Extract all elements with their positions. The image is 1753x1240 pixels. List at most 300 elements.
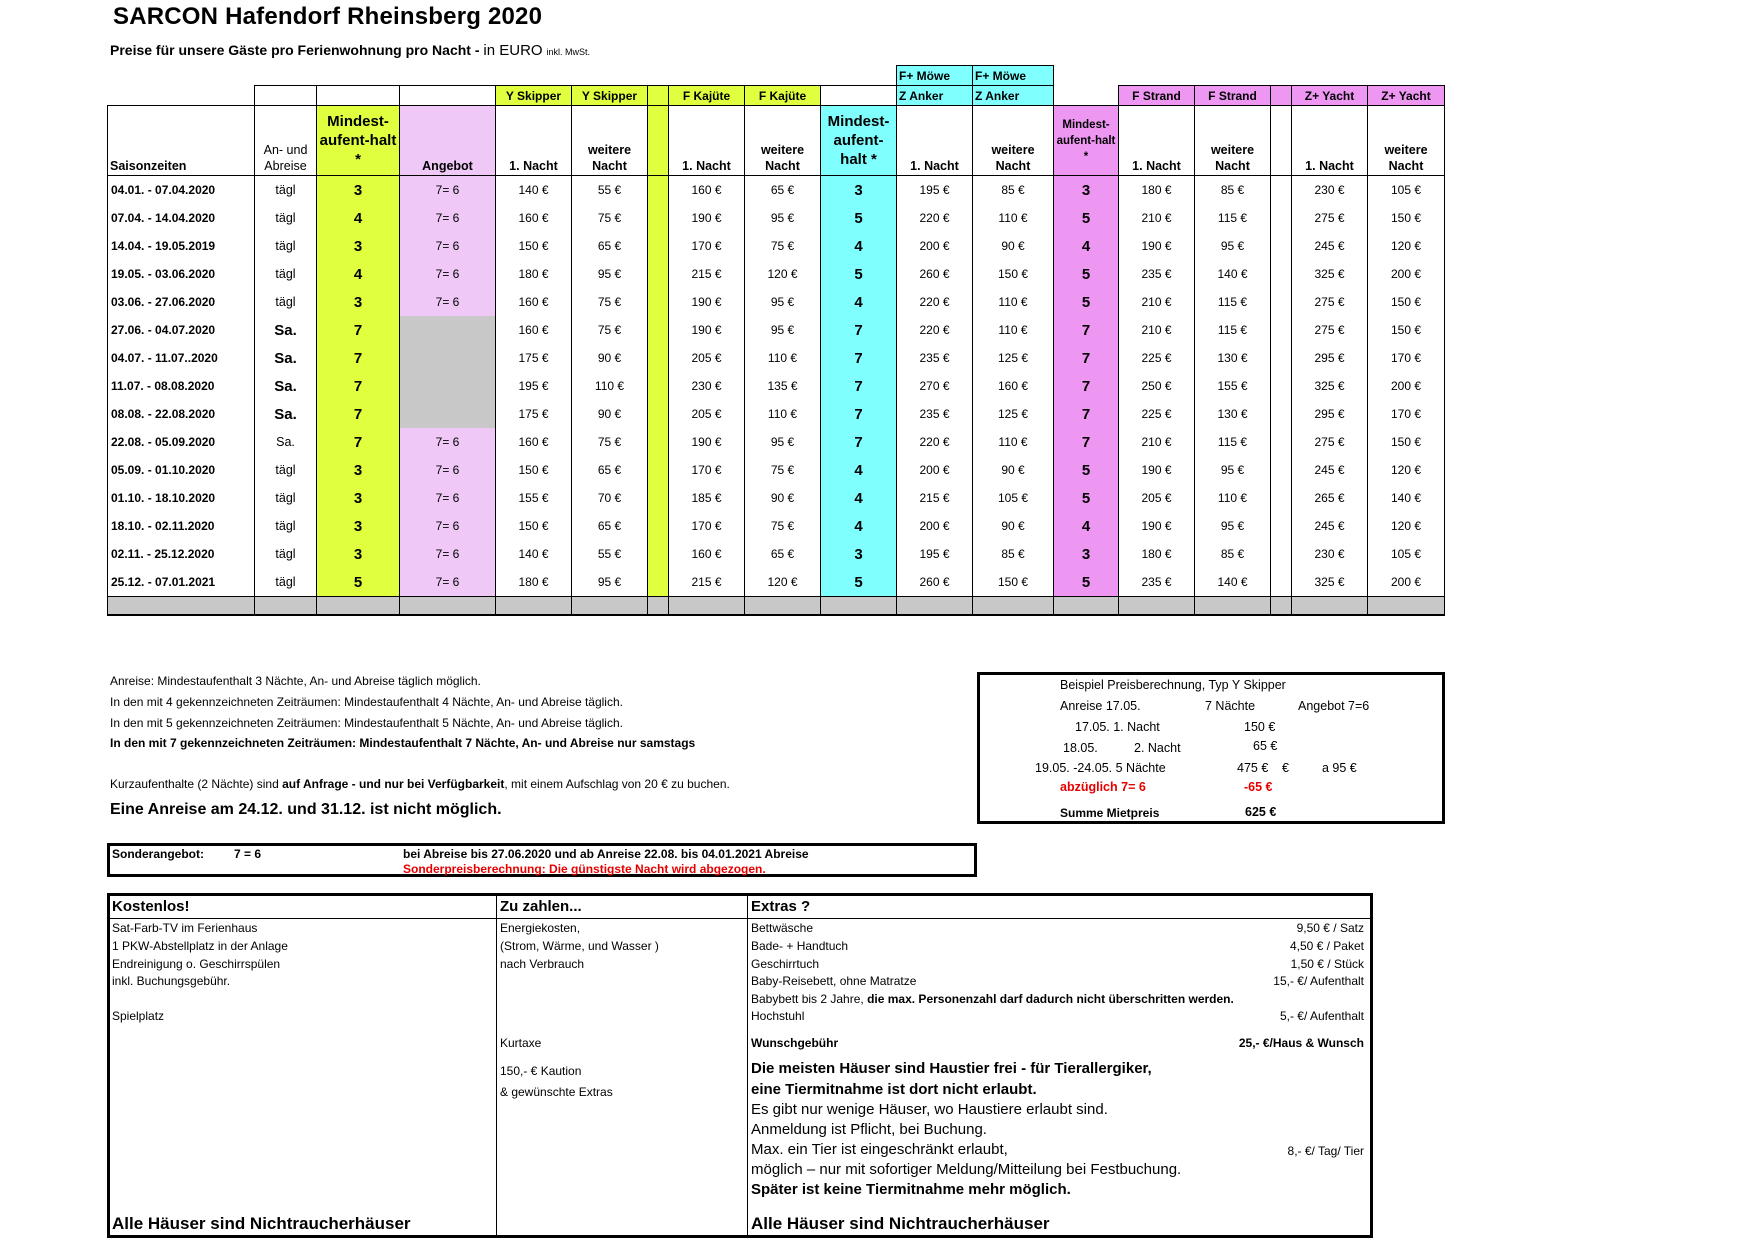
- example-rest-unit: €: [1282, 761, 1289, 775]
- min-stay-m-cell: 4: [1054, 232, 1119, 260]
- subtitle-main: Preise für unsere Gäste pro Ferienwohnung pro Nacht -: [110, 42, 480, 58]
- header-saison: Saisonzeiten: [108, 106, 255, 176]
- season-cell: 14.04. - 19.05.2019: [108, 232, 255, 260]
- pay-item: nach Verbrauch: [500, 957, 585, 971]
- extra-item-price: 4,50 € / Paket: [1289, 939, 1364, 953]
- header-m-first: 1. Nacht: [897, 106, 973, 176]
- f-strand-first-cell: 250 €: [1119, 372, 1195, 400]
- pets-line: Max. ein Tier ist eingeschränkt erlaubt,: [751, 1141, 1008, 1158]
- example-night1-price: 150 €: [1244, 720, 1276, 734]
- f-strand-further-cell: 85 €: [1195, 176, 1271, 205]
- min-stay-c-cell: 4: [821, 288, 897, 316]
- f-moewe-further-cell: 110 €: [973, 204, 1054, 232]
- f-strand-further-cell: 115 €: [1195, 288, 1271, 316]
- table-row: [108, 260, 1445, 288]
- f-kajuete-further-cell: 120 €: [745, 568, 821, 597]
- example-arrival: Anreise 17.05.: [1060, 699, 1141, 713]
- min-stay-y-cell: 7: [317, 316, 400, 344]
- arrival-cell: Sa.: [255, 372, 317, 400]
- f-kajuete-further-cell: 95 €: [745, 288, 821, 316]
- f-moewe-first-cell: 220 €: [897, 428, 973, 456]
- f-kajuete-further-cell: 135 €: [745, 372, 821, 400]
- free-item: Endreinigung o. Geschirrspülen: [112, 957, 281, 971]
- table-footer-row: [108, 597, 1445, 616]
- season-cell: 04.07. - 11.07..2020: [108, 344, 255, 372]
- special-offer-label: Sonderangebot:: [112, 847, 204, 861]
- season-cell: 05.09. - 01.10.2020: [108, 456, 255, 484]
- free-item: inkl. Buchungsgebühr.: [112, 974, 231, 988]
- y-skipper-further-cell: 75 €: [572, 316, 648, 344]
- y-skipper-first-cell: 195 €: [496, 372, 572, 400]
- y-skipper-further-cell: 75 €: [572, 204, 648, 232]
- f-strand-further-cell: 110 €: [1195, 484, 1271, 512]
- f-strand-first-cell: 210 €: [1119, 288, 1195, 316]
- offer-cell: 7= 6: [400, 568, 496, 597]
- note-5-a: Kurzaufenthalte (2 Nächte) sind: [110, 777, 279, 791]
- z-yacht-first-cell: 295 €: [1292, 400, 1368, 428]
- f-moewe-further-cell: 125 €: [973, 344, 1054, 372]
- z-yacht-first-cell: 295 €: [1292, 344, 1368, 372]
- costs-free-header: Kostenlos!: [112, 898, 190, 915]
- f-strand-further-cell: 115 €: [1195, 316, 1271, 344]
- y-skipper-further-cell: 90 €: [572, 344, 648, 372]
- wunsch-price: 25,- €/Haus & Wunsch: [1238, 1036, 1364, 1050]
- arrival-cell: Sa.: [255, 316, 317, 344]
- f-kajuete-further-cell: 65 €: [745, 176, 821, 205]
- y-skipper-first-cell: 140 €: [496, 176, 572, 205]
- min-stay-y-cell: 7: [317, 372, 400, 400]
- z-yacht-further-cell: 200 €: [1368, 372, 1445, 400]
- offer-cell: 7= 6: [400, 176, 496, 205]
- min-stay-m-cell: 7: [1054, 400, 1119, 428]
- example-night2-price: 65 €: [1253, 739, 1278, 753]
- type-fstrand-first: F Strand: [1119, 86, 1195, 106]
- min-stay-m-cell: 5: [1054, 204, 1119, 232]
- min-stay-c-cell: 5: [821, 204, 897, 232]
- extra-item-name: Baby-Reisebett, ohne Matratze: [751, 974, 917, 988]
- min-stay-m-cell: 5: [1054, 484, 1119, 512]
- f-moewe-first-cell: 215 €: [897, 484, 973, 512]
- y-skipper-first-cell: 150 €: [496, 232, 572, 260]
- f-kajuete-further-cell: 75 €: [745, 512, 821, 540]
- f-strand-first-cell: 205 €: [1119, 484, 1195, 512]
- f-strand-further-cell: 130 €: [1195, 400, 1271, 428]
- y-skipper-further-cell: 55 €: [572, 540, 648, 568]
- f-kajuete-first-cell: 170 €: [669, 512, 745, 540]
- y-skipper-further-cell: 95 €: [572, 568, 648, 597]
- extra-item-name: Geschirrtuch: [751, 957, 820, 971]
- example-night1: 17.05. 1. Nacht: [1075, 720, 1160, 734]
- f-moewe-first-cell: 260 €: [897, 568, 973, 597]
- table-row: [108, 372, 1445, 400]
- table-row: [108, 456, 1445, 484]
- example-sum-value: 625 €: [1245, 805, 1277, 819]
- extra-item-name: Bade- + Handtuch: [751, 939, 849, 953]
- arrival-cell: tägl: [255, 540, 317, 568]
- example-rest-price: 475 €: [1237, 761, 1269, 775]
- min-stay-y-cell: 4: [317, 260, 400, 288]
- min-stay-y-cell: 7: [317, 344, 400, 372]
- offer-cell: 7= 6: [400, 512, 496, 540]
- min-stay-c-cell: 4: [821, 512, 897, 540]
- f-strand-further-cell: 95 €: [1195, 512, 1271, 540]
- f-kajuete-first-cell: 160 €: [669, 176, 745, 205]
- f-moewe-further-cell: 85 €: [973, 176, 1054, 205]
- y-skipper-first-cell: 160 €: [496, 428, 572, 456]
- arrival-cell: tägl: [255, 204, 317, 232]
- f-moewe-further-cell: 150 €: [973, 568, 1054, 597]
- extra-item-price: 5,- €/ Aufenthalt: [1279, 1009, 1364, 1023]
- season-cell: 27.06. - 04.07.2020: [108, 316, 255, 344]
- extra-item-price: 15,- €/ Aufenthalt: [1273, 974, 1364, 988]
- header-min-y: Mindest-aufent-halt *: [317, 106, 400, 176]
- offer-cell: 7= 6: [400, 540, 496, 568]
- z-yacht-further-cell: 200 €: [1368, 260, 1445, 288]
- f-moewe-further-cell: 90 €: [973, 232, 1054, 260]
- min-stay-m-cell: 5: [1054, 288, 1119, 316]
- f-kajuete-further-cell: 95 €: [745, 204, 821, 232]
- min-stay-c-cell: 7: [821, 316, 897, 344]
- min-stay-m-cell: 7: [1054, 372, 1119, 400]
- min-stay-c-cell: 5: [821, 568, 897, 597]
- table-row: [108, 204, 1445, 232]
- f-moewe-first-cell: 220 €: [897, 288, 973, 316]
- season-cell: 11.07. - 08.08.2020: [108, 372, 255, 400]
- offer-cell: [400, 372, 496, 400]
- min-stay-y-cell: 3: [317, 456, 400, 484]
- min-stay-c-cell: 4: [821, 484, 897, 512]
- f-moewe-first-cell: 220 €: [897, 204, 973, 232]
- f-moewe-first-cell: 195 €: [897, 176, 973, 205]
- min-stay-y-cell: 3: [317, 232, 400, 260]
- offer-cell: [400, 344, 496, 372]
- f-kajuete-further-cell: 120 €: [745, 260, 821, 288]
- pets-line: möglich – nur mit sofortiger Meldung/Mitteilung bei Festbuchung.: [751, 1161, 1182, 1178]
- arrival-cell: tägl: [255, 456, 317, 484]
- note-5-c: , mit einem Aufschlag von 20 € zu buchen.: [504, 777, 730, 791]
- z-yacht-first-cell: 325 €: [1292, 372, 1368, 400]
- pay-item: (Strom, Wärme, und Wasser ): [500, 939, 659, 953]
- z-yacht-further-cell: 150 €: [1368, 428, 1445, 456]
- z-yacht-first-cell: 265 €: [1292, 484, 1368, 512]
- arrival-cell: tägl: [255, 568, 317, 597]
- min-stay-c-cell: 7: [821, 344, 897, 372]
- offer-cell: 7= 6: [400, 204, 496, 232]
- offer-cell: 7= 6: [400, 456, 496, 484]
- example-title: Beispiel Preisberechnung, Typ Y Skipper: [1060, 678, 1286, 692]
- season-cell: 02.11. - 25.12.2020: [108, 540, 255, 568]
- example-sum-label: Summe Mietpreis: [1060, 806, 1160, 820]
- f-kajuete-further-cell: 95 €: [745, 428, 821, 456]
- min-stay-c-cell: 4: [821, 232, 897, 260]
- note-5: [110, 777, 730, 791]
- min-stay-y-cell: 4: [317, 204, 400, 232]
- f-strand-first-cell: 210 €: [1119, 428, 1195, 456]
- example-calculation: [977, 672, 1445, 824]
- type-zanker-first: Z Anker: [897, 86, 973, 106]
- f-strand-further-cell: 95 €: [1195, 232, 1271, 260]
- header-y-further: weitere Nacht: [572, 106, 648, 176]
- f-kajuete-first-cell: 160 €: [669, 540, 745, 568]
- f-strand-further-cell: 85 €: [1195, 540, 1271, 568]
- y-skipper-further-cell: 75 €: [572, 428, 648, 456]
- z-yacht-first-cell: 245 €: [1292, 456, 1368, 484]
- offer-cell: 7= 6: [400, 260, 496, 288]
- f-strand-first-cell: 210 €: [1119, 316, 1195, 344]
- f-strand-first-cell: 225 €: [1119, 400, 1195, 428]
- costs-box: [107, 893, 1373, 1238]
- f-moewe-further-cell: 110 €: [973, 428, 1054, 456]
- min-stay-m-cell: 7: [1054, 344, 1119, 372]
- extra-item-price: 1,50 € / Stück: [1290, 957, 1364, 971]
- y-skipper-further-cell: 90 €: [572, 400, 648, 428]
- min-stay-m-cell: 4: [1054, 512, 1119, 540]
- f-strand-first-cell: 190 €: [1119, 456, 1195, 484]
- f-strand-first-cell: 225 €: [1119, 344, 1195, 372]
- f-strand-further-cell: 155 €: [1195, 372, 1271, 400]
- header-min-c: Mindest-aufent-halt *: [821, 106, 897, 176]
- y-skipper-first-cell: 150 €: [496, 456, 572, 484]
- table-row: [108, 568, 1445, 597]
- note-2: In den mit 4 gekennzeichneten Zeiträumen: Mindestaufenthalt 4 Nächte, An- und Abreise täglich.: [110, 695, 623, 709]
- subtitle-tax: inkl. MwSt.: [546, 47, 590, 57]
- offer-cell: 7= 6: [400, 484, 496, 512]
- f-moewe-first-cell: 235 €: [897, 400, 973, 428]
- min-stay-y-cell: 3: [317, 484, 400, 512]
- f-moewe-further-cell: 160 €: [973, 372, 1054, 400]
- table-row: [108, 176, 1445, 205]
- z-yacht-further-cell: 150 €: [1368, 204, 1445, 232]
- z-yacht-further-cell: 120 €: [1368, 512, 1445, 540]
- f-moewe-further-cell: 85 €: [973, 540, 1054, 568]
- arrival-cell: Sa.: [255, 344, 317, 372]
- min-stay-y-cell: 7: [317, 400, 400, 428]
- pets-line: Anmeldung ist Pflicht, bei Buchung.: [751, 1121, 987, 1138]
- special-offer-box: [107, 843, 977, 877]
- min-stay-c-cell: 4: [821, 456, 897, 484]
- table-row: [108, 316, 1445, 344]
- f-kajuete-first-cell: 215 €: [669, 568, 745, 597]
- f-strand-further-cell: 115 €: [1195, 204, 1271, 232]
- header-anab: An- und Abreise: [255, 106, 317, 176]
- page-subtitle: [110, 42, 590, 59]
- z-yacht-first-cell: 275 €: [1292, 204, 1368, 232]
- z-yacht-first-cell: 325 €: [1292, 568, 1368, 597]
- season-cell: 19.05. - 03.06.2020: [108, 260, 255, 288]
- y-skipper-further-cell: 65 €: [572, 512, 648, 540]
- header-s-further: weitere Nacht: [1195, 106, 1271, 176]
- extra-item-name: Hochstuhl: [751, 1009, 805, 1023]
- example-rest: 19.05. -24.05. 5 Nächte: [1035, 761, 1166, 775]
- f-strand-further-cell: 95 €: [1195, 456, 1271, 484]
- y-skipper-further-cell: 65 €: [572, 232, 648, 260]
- header-min-m: Mindest-aufent-halt *: [1054, 106, 1119, 176]
- z-yacht-first-cell: 275 €: [1292, 428, 1368, 456]
- season-cell: 08.08. - 22.08.2020: [108, 400, 255, 428]
- min-stay-y-cell: 3: [317, 176, 400, 205]
- f-strand-first-cell: 210 €: [1119, 204, 1195, 232]
- pay-item: Energiekosten,: [500, 921, 581, 935]
- f-moewe-further-cell: 90 €: [973, 512, 1054, 540]
- y-skipper-first-cell: 155 €: [496, 484, 572, 512]
- baby-note-b: die max. Personenzahl darf dadurch nicht überschritten werden.: [867, 992, 1234, 1006]
- type-fmowe-further: F+ Möwe: [973, 66, 1054, 86]
- pets-line: Die meisten Häuser sind Haustier frei - für Tierallergiker,: [751, 1060, 1152, 1077]
- type-yskipper-first: Y Skipper: [496, 86, 572, 106]
- f-strand-first-cell: 190 €: [1119, 512, 1195, 540]
- note-3: In den mit 5 gekennzeichneten Zeiträumen: Mindestaufenthalt 5 Nächte, An- und Abreise täglich.: [110, 716, 623, 730]
- table-row: [108, 484, 1445, 512]
- y-skipper-first-cell: 175 €: [496, 344, 572, 372]
- free-item: 1 PKW-Abstellplatz in der Anlage: [112, 939, 288, 953]
- note-6: Eine Anreise am 24.12. und 31.12. ist nicht möglich.: [110, 801, 502, 818]
- special-offer-note: Sonderpreisberechnung: Die günstigste Nacht wird abgezogen.: [403, 862, 766, 876]
- f-kajuete-first-cell: 190 €: [669, 288, 745, 316]
- y-skipper-further-cell: 65 €: [572, 456, 648, 484]
- header-s-first: 1. Nacht: [1119, 106, 1195, 176]
- header-y-first: 1. Nacht: [496, 106, 572, 176]
- f-moewe-first-cell: 270 €: [897, 372, 973, 400]
- min-stay-c-cell: 3: [821, 540, 897, 568]
- f-moewe-further-cell: 110 €: [973, 316, 1054, 344]
- min-stay-c-cell: 7: [821, 400, 897, 428]
- f-moewe-first-cell: 260 €: [897, 260, 973, 288]
- f-moewe-further-cell: 110 €: [973, 288, 1054, 316]
- f-moewe-first-cell: 195 €: [897, 540, 973, 568]
- note-1: Anreise: Mindestaufenthalt 3 Nächte, An- und Abreise täglich möglich.: [110, 674, 481, 688]
- f-strand-further-cell: 140 €: [1195, 568, 1271, 597]
- y-skipper-first-cell: 175 €: [496, 400, 572, 428]
- y-skipper-further-cell: 95 €: [572, 260, 648, 288]
- f-moewe-further-cell: 150 €: [973, 260, 1054, 288]
- wunsch-label: Wunschgebühr: [751, 1036, 839, 1050]
- arrival-cell: tägl: [255, 260, 317, 288]
- offer-cell: 7= 6: [400, 288, 496, 316]
- table-row: [108, 400, 1445, 428]
- z-yacht-further-cell: 120 €: [1368, 232, 1445, 260]
- f-moewe-first-cell: 200 €: [897, 512, 973, 540]
- header-z-further: weitere Nacht: [1368, 106, 1445, 176]
- type-fkajuete-further: F Kajüte: [745, 86, 821, 106]
- z-yacht-first-cell: 275 €: [1292, 288, 1368, 316]
- extra-item-name: Bettwäsche: [751, 921, 814, 935]
- y-skipper-first-cell: 160 €: [496, 288, 572, 316]
- pets-line: Es gibt nur wenige Häuser, wo Haustiere erlaubt sind.: [751, 1101, 1108, 1118]
- example-night2: 2. Nacht: [1134, 741, 1181, 755]
- min-stay-c-cell: 5: [821, 260, 897, 288]
- table-row: [108, 428, 1445, 456]
- costs-pay-header: Zu zahlen...: [500, 898, 582, 915]
- season-cell: 22.08. - 05.09.2020: [108, 428, 255, 456]
- z-yacht-first-cell: 245 €: [1292, 512, 1368, 540]
- z-yacht-first-cell: 325 €: [1292, 260, 1368, 288]
- f-kajuete-further-cell: 110 €: [745, 400, 821, 428]
- extra-item-price: 9,50 € / Satz: [1296, 921, 1364, 935]
- min-stay-m-cell: 7: [1054, 428, 1119, 456]
- arrival-cell: Sa.: [255, 428, 317, 456]
- pay-item: & gewünschte Extras: [500, 1085, 613, 1099]
- example-night2-date: 18.05.: [1063, 741, 1098, 755]
- offer-cell: 7= 6: [400, 428, 496, 456]
- z-yacht-further-cell: 170 €: [1368, 344, 1445, 372]
- f-kajuete-first-cell: 190 €: [669, 316, 745, 344]
- note-5-b: auf Anfrage - und nur bei Verfügbarkeit: [282, 777, 505, 791]
- min-stay-m-cell: 3: [1054, 176, 1119, 205]
- f-strand-first-cell: 235 €: [1119, 568, 1195, 597]
- baby-note-a: Babybett bis 2 Jahre,: [751, 992, 864, 1006]
- f-strand-first-cell: 180 €: [1119, 176, 1195, 205]
- page-title: SARCON Hafendorf Rheinsberg 2020: [113, 3, 543, 30]
- f-kajuete-further-cell: 110 €: [745, 344, 821, 372]
- z-yacht-first-cell: 275 €: [1292, 316, 1368, 344]
- free-item: Spielplatz: [112, 1009, 165, 1023]
- header-angebot: Angebot: [400, 106, 496, 176]
- min-stay-m-cell: 7: [1054, 316, 1119, 344]
- arrival-cell: tägl: [255, 512, 317, 540]
- f-kajuete-further-cell: 65 €: [745, 540, 821, 568]
- arrival-cell: tägl: [255, 176, 317, 205]
- y-skipper-first-cell: 160 €: [496, 316, 572, 344]
- type-yskipper-further: Y Skipper: [572, 86, 648, 106]
- f-kajuete-first-cell: 205 €: [669, 344, 745, 372]
- arrival-cell: tägl: [255, 288, 317, 316]
- y-skipper-further-cell: 55 €: [572, 176, 648, 205]
- f-moewe-first-cell: 200 €: [897, 232, 973, 260]
- f-kajuete-first-cell: 185 €: [669, 484, 745, 512]
- f-strand-first-cell: 180 €: [1119, 540, 1195, 568]
- arrival-cell: tägl: [255, 232, 317, 260]
- f-moewe-further-cell: 125 €: [973, 400, 1054, 428]
- f-strand-further-cell: 140 €: [1195, 260, 1271, 288]
- example-offer: Angebot 7=6: [1298, 699, 1370, 713]
- y-skipper-first-cell: 160 €: [496, 204, 572, 232]
- pet-price: 8,- €/ Tag/ Tier: [1287, 1144, 1364, 1158]
- f-kajuete-first-cell: 205 €: [669, 400, 745, 428]
- example-discount-value: -65 €: [1244, 780, 1273, 794]
- pets-line: eine Tiermitnahme ist dort nicht erlaubt.: [751, 1081, 1037, 1098]
- table-row: [108, 288, 1445, 316]
- header-z-first: 1. Nacht: [1292, 106, 1368, 176]
- y-skipper-first-cell: 180 €: [496, 260, 572, 288]
- table-row: [108, 540, 1445, 568]
- type-zyacht-further: Z+ Yacht: [1368, 86, 1445, 106]
- min-stay-y-cell: 3: [317, 288, 400, 316]
- f-moewe-first-cell: 235 €: [897, 344, 973, 372]
- season-cell: 07.04. - 14.04.2020: [108, 204, 255, 232]
- arrival-cell: tägl: [255, 484, 317, 512]
- min-stay-m-cell: 3: [1054, 540, 1119, 568]
- f-strand-further-cell: 130 €: [1195, 344, 1271, 372]
- z-yacht-further-cell: 150 €: [1368, 288, 1445, 316]
- min-stay-c-cell: 7: [821, 372, 897, 400]
- baby-note: [751, 992, 1234, 1006]
- price-table: [107, 65, 1445, 616]
- z-yacht-further-cell: 105 €: [1368, 176, 1445, 205]
- f-moewe-first-cell: 220 €: [897, 316, 973, 344]
- z-yacht-first-cell: 245 €: [1292, 232, 1368, 260]
- z-yacht-first-cell: 230 €: [1292, 540, 1368, 568]
- f-strand-first-cell: 190 €: [1119, 232, 1195, 260]
- min-stay-m-cell: 5: [1054, 456, 1119, 484]
- costs-extras-header: Extras ?: [751, 898, 811, 915]
- f-kajuete-further-cell: 75 €: [745, 456, 821, 484]
- pay-item: Kurtaxe: [500, 1036, 542, 1050]
- y-skipper-further-cell: 110 €: [572, 372, 648, 400]
- f-kajuete-further-cell: 75 €: [745, 232, 821, 260]
- pay-item: 150,- € Kaution: [500, 1064, 582, 1078]
- table-row: [108, 232, 1445, 260]
- special-offer-value: 7 = 6: [234, 847, 262, 861]
